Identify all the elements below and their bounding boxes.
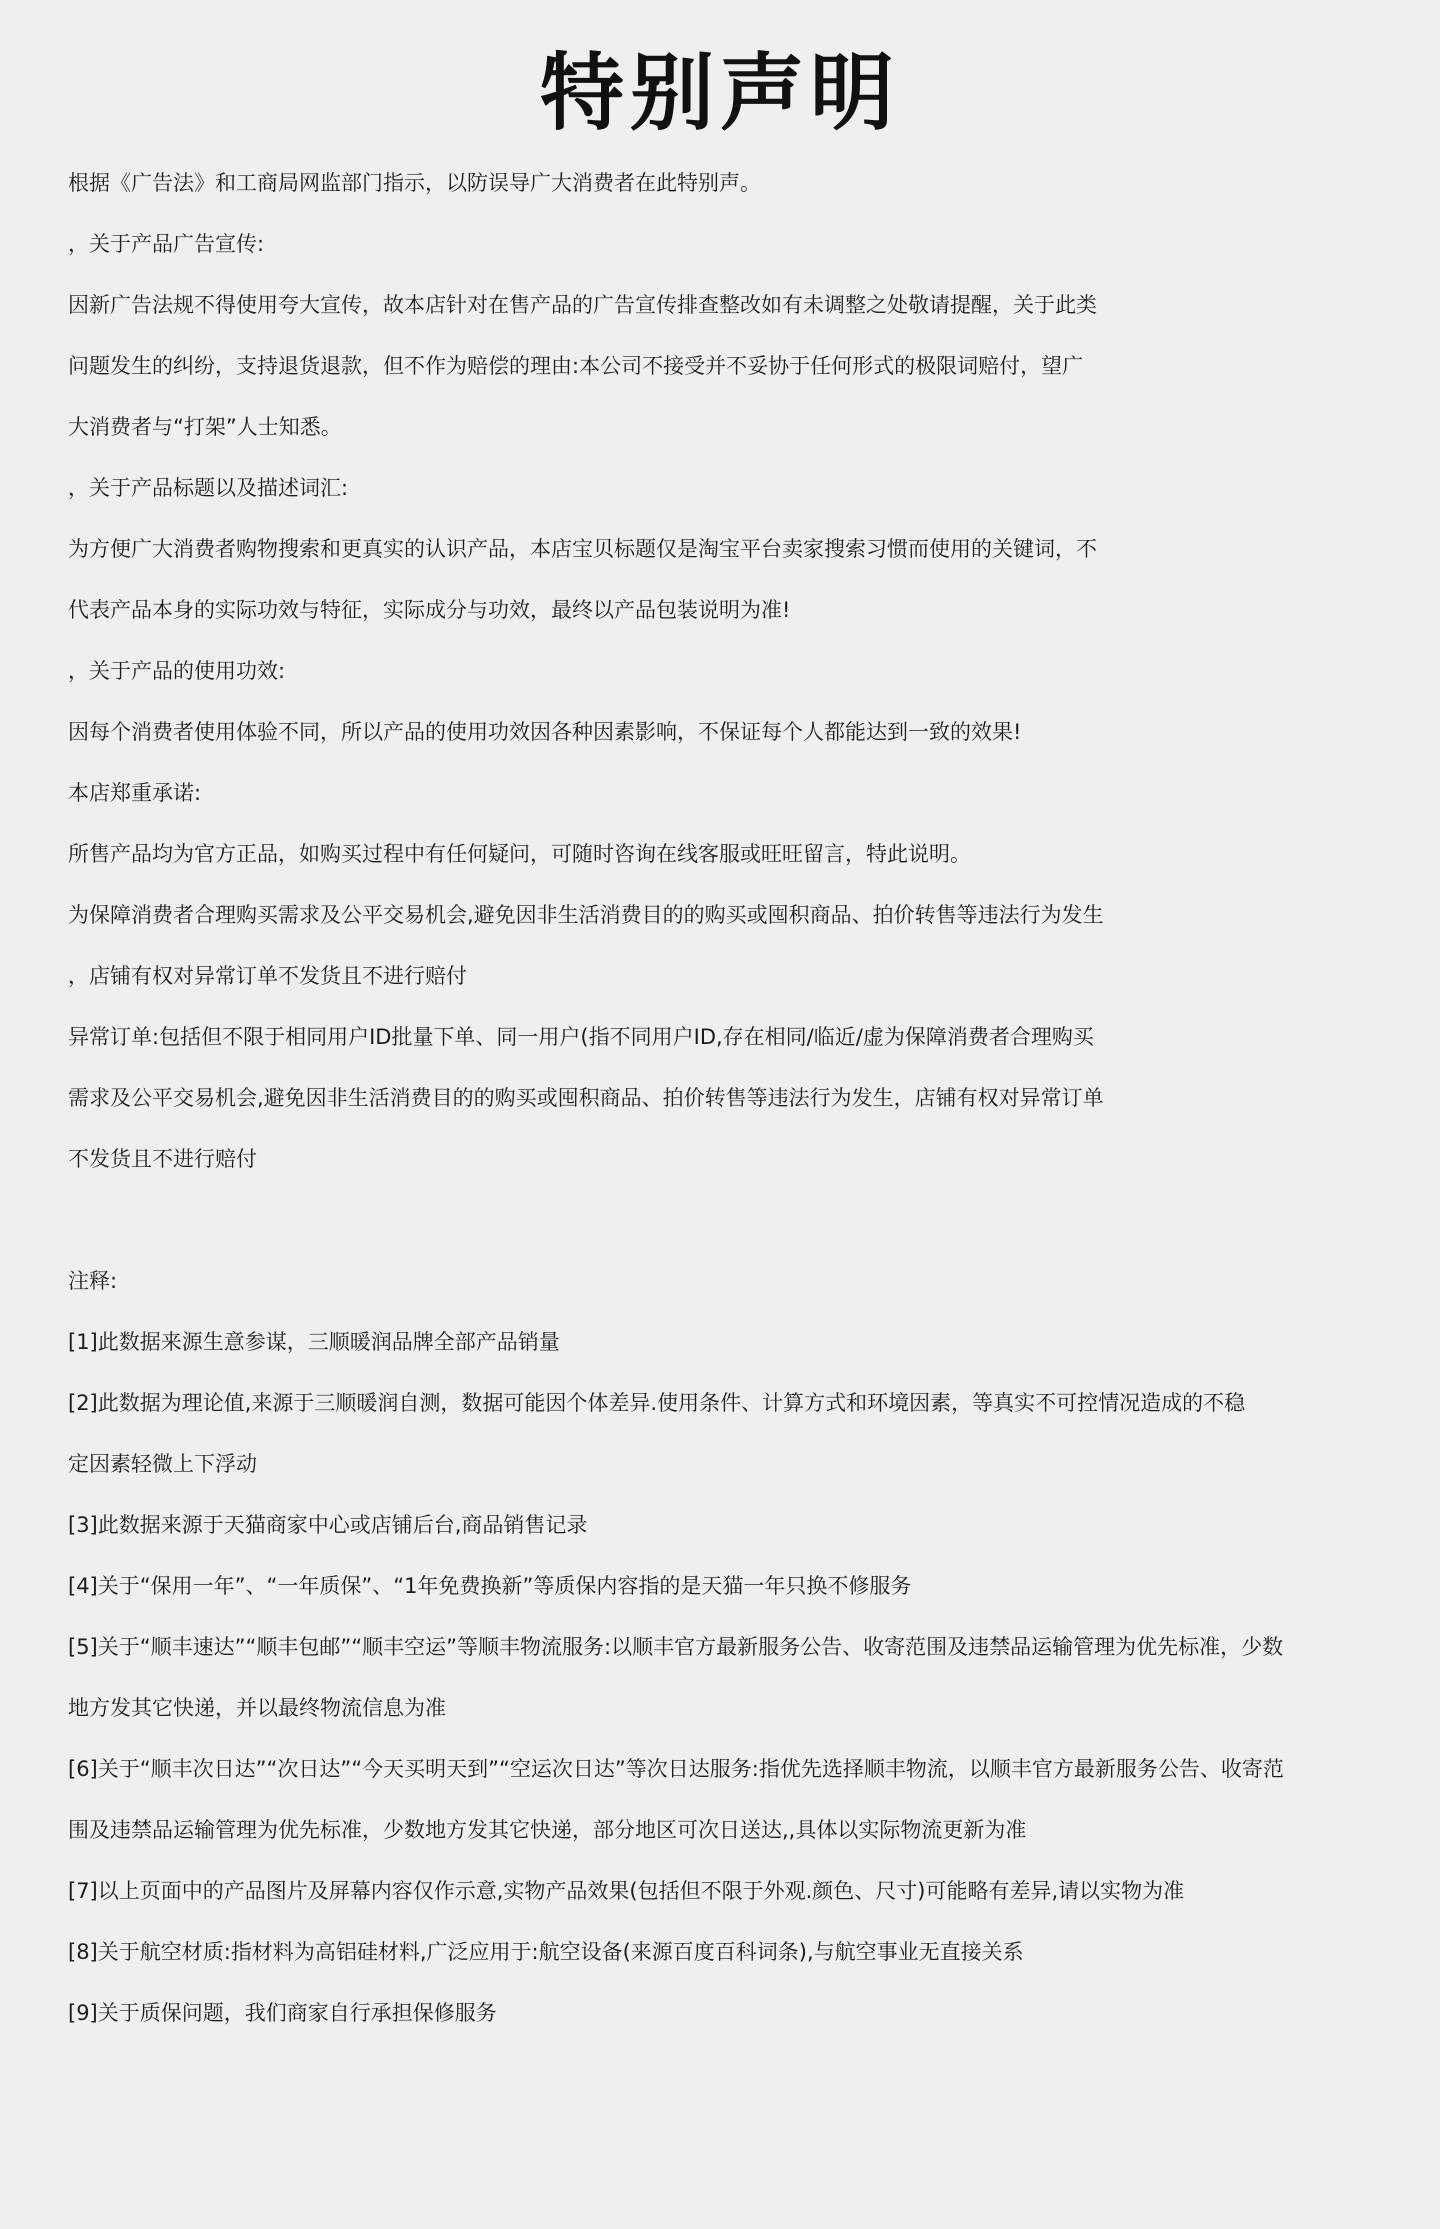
- note-line-11: [8]关于航空材质:指材料为高铝硅材料,广泛应用于:航空设备(来源百度百科词条),与航空事业无直接关系: [68, 1940, 1024, 1964]
- statement-line-16: 需求及公平交易机会,避免因非生活消费目的的购买或囤积商品、拍价转售等违法行为发生，店铺有权对异常订单: [68, 1086, 1104, 1110]
- statement-line-1: 根据《广告法》和工商局网监部门指示，以防误导广大消费者在此特别声。: [68, 171, 761, 195]
- note-line-5: [4]关于“保用一年”、“一年质保”、“1年免费换新”等质保内容指的是天猫一年只换不修服务: [68, 1574, 912, 1598]
- statement-line-4: 问题发生的纠纷，支持退货退款，但不作为赔偿的理由:本公司不接受并不妥协于任何形式的极限词赔付，望广: [68, 354, 1084, 378]
- statement-line-7: 为方便广大消费者购物搜索和更真实的认识产品，本店宝贝标题仅是淘宝平台卖家搜索习惯而使用的关键词，不: [68, 537, 1097, 561]
- statement-line-5: 大消费者与“打架”人士知悉。: [68, 415, 342, 439]
- note-line-1: [1]此数据来源生意参谋，三顺暖润品牌全部产品销量: [68, 1330, 560, 1354]
- statement-line-13: 为保障消费者合理购买需求及公平交易机会,避免因非生活消费目的的购买或囤积商品、拍价转售等违法行为发生: [68, 903, 1104, 927]
- note-line-2: [2]此数据为理论值,来源于三顺暖润自测，数据可能因个体差异.使用条件、计算方式和环境因素，等真实不可控情况造成的不稳: [68, 1391, 1246, 1415]
- note-line-4: [3]此数据来源于天猫商家中心或店铺后台,商品销售记录: [68, 1513, 588, 1537]
- statement-line-2: ，关于产品广告宣传:: [68, 232, 265, 256]
- note-line-8: [6]关于“顺丰次日达”“次日达”“今天买明天到”“空运次日达”等次日达服务:指优先选择顺丰物流，以顺丰官方最新服务公告、收寄范: [68, 1757, 1284, 1781]
- statement-line-6: ，关于产品标题以及描述词汇:: [68, 476, 349, 500]
- note-line-10: [7]以上页面中的产品图片及屏幕内容仅作示意,实物产品效果(包括但不限于外观.颜色、尺寸)可能略有差异,请以实物为准: [68, 1879, 1185, 1903]
- statement-line-15: 异常订单:包括但不限于相同用户ID批量下单、同一用户(指不同用户ID,存在相同/临近/虚为保障消费者合理购买: [68, 1025, 1094, 1049]
- statement-line-17: 不发货且不进行赔付: [68, 1147, 257, 1171]
- page-title: 特别声明: [539, 44, 900, 142]
- statement-line-8: 代表产品本身的实际功效与特征，实际成分与功效，最终以产品包装说明为准!: [68, 598, 791, 622]
- notes-heading: 注释:: [68, 1269, 118, 1293]
- statement-line-12: 所售产品均为官方正品，如购买过程中有任何疑问，可随时咨询在线客服或旺旺留言，特此说明。: [68, 842, 971, 866]
- note-line-9: 围及违禁品运输管理为优先标准，少数地方发其它快递，部分地区可次日送达,,具体以实际物流更新为准: [68, 1818, 1027, 1842]
- note-line-6: [5]关于“顺丰速达”“顺丰包邮”“顺丰空运”等顺丰物流服务:以顺丰官方最新服务公告、收寄范围及违禁品运输管理为优先标准，少数: [68, 1635, 1284, 1659]
- note-line-7: 地方发其它快递，并以最终物流信息为准: [68, 1696, 446, 1720]
- statement-line-3: 因新广告法规不得使用夸大宣传，故本店针对在售产品的广告宣传排查整改如有未调整之处敬请提醒，关于此类: [68, 293, 1097, 317]
- note-line-12: [9]关于质保问题，我们商家自行承担保修服务: [68, 2001, 497, 2025]
- statement-line-9: ，关于产品的使用功效:: [68, 659, 286, 683]
- statement-line-11: 本店郑重承诺:: [68, 781, 202, 805]
- note-line-3: 定因素轻微上下浮动: [68, 1452, 257, 1476]
- statement-line-10: 因每个消费者使用体验不同，所以产品的使用功效因各种因素影响，不保证每个人都能达到一致的效果!: [68, 720, 1022, 744]
- statement-line-14: ，店铺有权对异常订单不发货且不进行赔付: [68, 964, 467, 988]
